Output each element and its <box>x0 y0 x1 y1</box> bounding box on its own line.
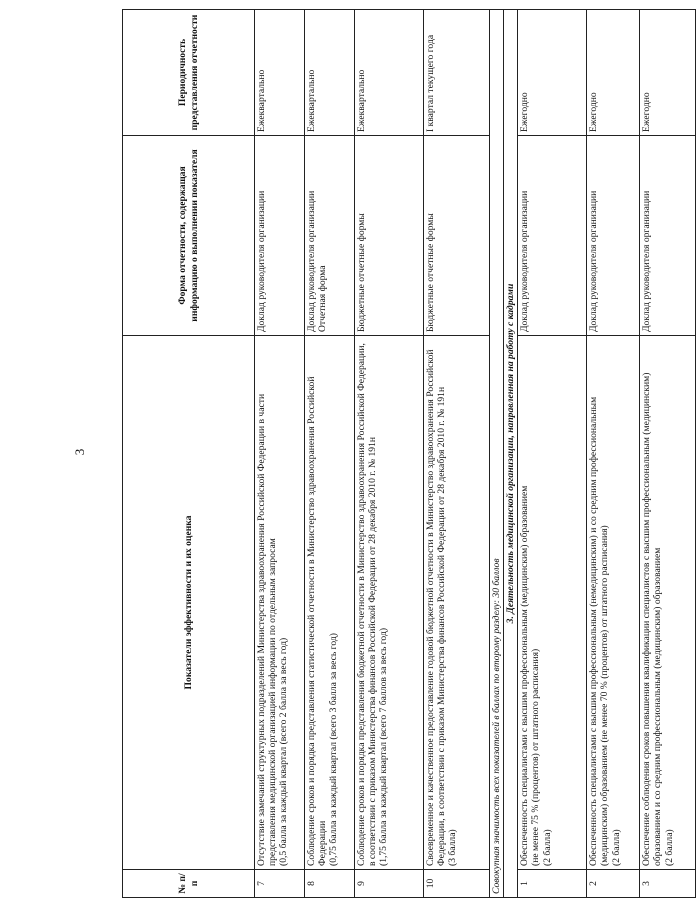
indicator-line: Своевременное и качественное предоставление годовой бюджетной отчетности в Министерство здравоохранения Российской Федерации, в соответствии с приказом Министерства финансов Российской Федерации от 28 декабря 2010 г. № 191н <box>425 349 448 866</box>
table-row <box>305 10 355 898</box>
indicator-line: (не менее 75 % (процентов) от штатного расписания) <box>530 648 542 866</box>
row-number: 1 <box>518 870 587 898</box>
indicator-cell <box>640 336 696 870</box>
form-line: Доклад руководителя организации <box>588 190 600 332</box>
table-row <box>518 10 587 898</box>
indicator-cell <box>518 336 587 870</box>
form-cell <box>424 136 490 336</box>
form-cell <box>305 136 355 336</box>
form-line: Бюджетные отчетные формы <box>425 213 436 332</box>
section-title: 3. Деятельность медицинской организации, направленная на работу с кадрами <box>504 10 518 898</box>
indicator-line: (0,5 балла за каждый квартал (всего 2 балла за весь год) <box>278 637 290 866</box>
indicator-line: (1,75 балла за каждый квартал (всего 7 баллов за весь год) <box>378 627 390 866</box>
indicator-line: Соблюдение сроков и порядка представления бюджетной отчетности в Министерство здравоохранения Российской Федерации, в соответствии с приказом Министерства финансов Российской Федерации от 28 декабря 2010 г. № 191н <box>356 343 379 866</box>
form-cell <box>587 136 640 336</box>
row-number: 8 <box>305 870 355 898</box>
rows-section-3 <box>518 10 696 898</box>
indicator-line: Обеспеченность специалистами с высшим профессиональным (немедицинским) и со средним профессиональным (медицинским) образованием (не менее 70 % (процентов) от штатного расписания) <box>588 396 611 866</box>
indicators-table <box>122 9 696 898</box>
rows-section-2 <box>255 10 490 898</box>
table-header-row <box>123 10 255 898</box>
header-form: Форма отчетности, содержащая информацию о выполнении показателя <box>123 136 255 336</box>
row-number: 9 <box>355 870 424 898</box>
row-number: 10 <box>424 870 490 898</box>
period-cell: Ежеквартально <box>255 10 305 136</box>
period-cell: Ежегодно <box>640 10 696 136</box>
table-row <box>255 10 305 898</box>
table-row <box>355 10 424 898</box>
form-line: Доклад руководителя организации <box>519 190 531 332</box>
indicator-cell <box>424 336 490 870</box>
form-cell <box>355 136 424 336</box>
header-indicator: Показатели эффективности и их оценка <box>123 336 255 870</box>
indicator-line: (3 балла) <box>447 829 459 866</box>
period-cell: Ежеквартально <box>305 10 355 136</box>
indicator-cell <box>355 336 424 870</box>
period-cell: Ежегодно <box>587 10 640 136</box>
indicator-cell <box>305 336 355 870</box>
indicator-line: Соблюдение сроков и порядка представления статистической отчетности в Министерство здравоохранения Российской Федерации <box>306 376 329 866</box>
form-cell <box>255 136 305 336</box>
rotated-page <box>122 10 675 898</box>
section-title-row <box>504 10 518 898</box>
header-period: Периодичность представления отчетности <box>123 10 255 136</box>
form-line: Бюджетные отчетные формы <box>356 213 367 332</box>
indicator-line: (2 балла) <box>663 829 675 866</box>
form-line: Доклад руководителя организации <box>306 190 317 332</box>
indicator-cell <box>255 336 305 870</box>
indicator-line: Отсутствие замечаний структурных подразделений Министерства здравоохранения Российской Федерации в части представления медицинской организацией информации по отдельным запросам <box>256 393 279 866</box>
header-num: № п/п <box>123 870 255 898</box>
form-line: Доклад руководителя организации <box>641 190 653 332</box>
period-cell: Ежегодно <box>518 10 587 136</box>
indicator-line: Обеспечение соблюдения сроков повышения квалификации специалистов с высшим профессиональным (медицинским) образованием и со средним профессиональным (медицинским) образованием <box>641 372 664 866</box>
table-row <box>424 10 490 898</box>
table-row <box>640 10 696 898</box>
period-cell: I квартал текущего года <box>424 10 490 136</box>
indicator-line: (0,75 балла за каждый квартал (всего 3 балла за весь год) <box>328 633 340 866</box>
form-line: Доклад руководителя организации <box>256 190 267 332</box>
indicator-cell <box>587 336 640 870</box>
period-cell: Ежеквартально <box>355 10 424 136</box>
subtotal-text: Совокупная значимость всех показателей в баллах по второму разделу: 30 баллов <box>490 10 504 898</box>
form-cell <box>640 136 696 336</box>
indicator-line: (2 балла) <box>610 829 622 866</box>
form-line: Отчетная форма <box>317 265 329 332</box>
row-number: 3 <box>640 870 696 898</box>
section-break <box>490 10 518 898</box>
subtotal-row <box>490 10 504 898</box>
indicator-line: (2 балла) <box>541 829 553 866</box>
row-number: 7 <box>255 870 305 898</box>
form-cell <box>518 136 587 336</box>
row-number: 2 <box>587 870 640 898</box>
table-row <box>587 10 640 898</box>
page-number: 3 <box>72 448 87 456</box>
rotated-content <box>122 10 675 898</box>
indicator-line: Обеспеченность специалистами с высшим профессиональным (медицинским) образованием <box>519 485 531 866</box>
